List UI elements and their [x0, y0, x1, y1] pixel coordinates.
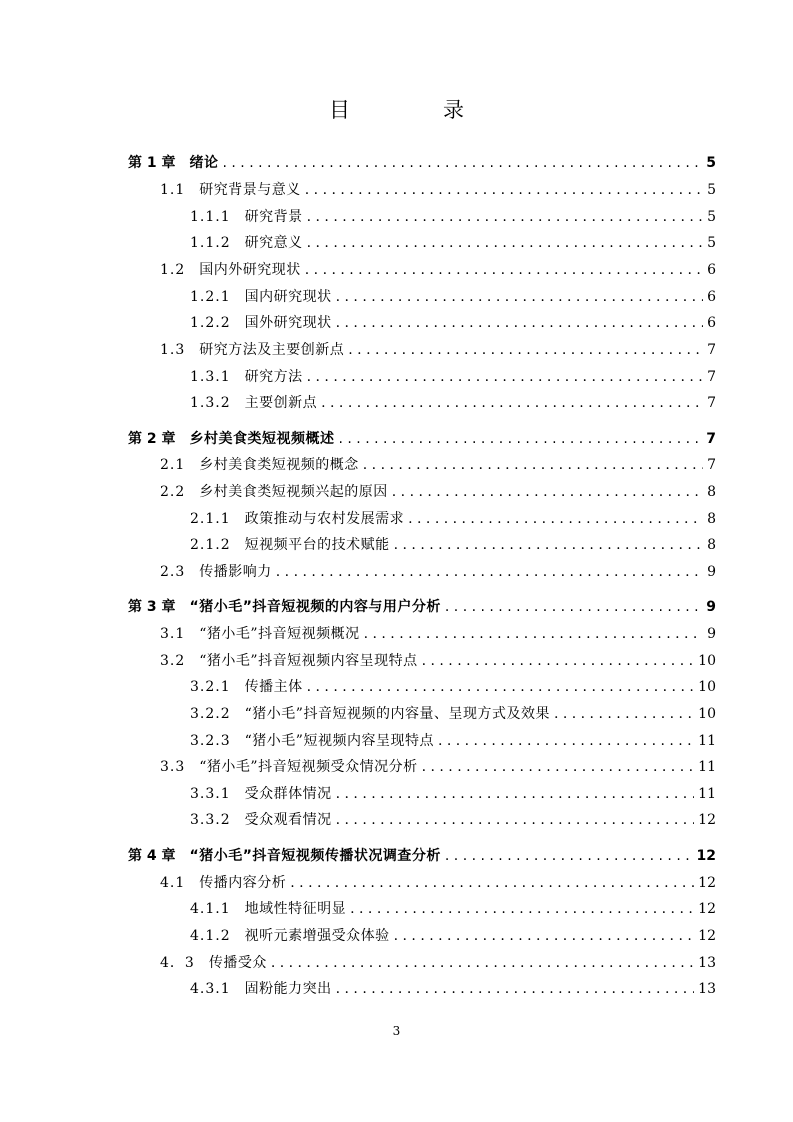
toc-entry-subsection[interactable] [190, 285, 716, 309]
toc-entry-subsection[interactable] [190, 782, 716, 806]
toc-entry-page: 7 [707, 395, 716, 411]
toc-entry-number: 2.1 [160, 457, 186, 473]
toc-entry-text: 主要创新点 [244, 395, 318, 411]
toc-entry-page: 12 [698, 928, 716, 944]
toc-entry-number: 4.1 [160, 875, 186, 891]
toc-leader-dots [336, 808, 695, 832]
toc-entry-text: 研究背景 [244, 209, 303, 225]
toc-entry-number: 2.1.2 [190, 537, 231, 553]
toc-entry-page: 12 [698, 901, 716, 917]
toc-entry-number: 1.1.1 [190, 209, 231, 225]
toc-entry-text: 研究背景与意义 [199, 182, 301, 198]
toc-leader-dots [305, 258, 703, 282]
toc-entry-text: “猪小毛”抖音短视频的内容与用户分析 [189, 599, 441, 615]
toc-leader-dots [438, 729, 694, 753]
toc-entry-section[interactable] [160, 622, 716, 646]
toc-entry-section[interactable] [160, 560, 716, 584]
toc-entry-number: 3.2.3 [190, 733, 231, 749]
toc-leader-dots [408, 507, 703, 531]
toc-leader-dots [394, 533, 703, 557]
toc-entry-subsection[interactable] [190, 391, 716, 415]
toc-entry-number: 3.1 [160, 626, 186, 642]
toc-entry-number: 3.2 [160, 653, 186, 669]
toc-entry-number: 3.2.1 [190, 679, 231, 695]
toc-leader-dots [350, 897, 694, 921]
toc-entry-number: 第 1 章 [128, 155, 176, 171]
toc-leader-dots [307, 205, 703, 229]
toc-entry-subsection[interactable] [190, 231, 716, 255]
toc-entry-page: 6 [707, 289, 716, 305]
toc-entry-number: 1.3 [160, 342, 186, 358]
toc-leader-dots [307, 675, 695, 699]
toc-entry-text: 乡村美食类短视频兴起的原因 [199, 484, 388, 500]
toc-entry-number: 第 2 章 [128, 431, 176, 447]
toc-entry-subsection[interactable] [190, 311, 716, 335]
toc-entry-text: 国外研究现状 [244, 315, 332, 331]
toc-entry-subsection[interactable] [190, 533, 716, 557]
toc-leader-dots [363, 453, 703, 477]
toc-entry-page: 9 [706, 599, 716, 615]
toc-entry-page: 11 [698, 786, 716, 802]
toc-entry-subsection[interactable] [190, 365, 716, 389]
toc-leader-dots [307, 231, 703, 255]
toc-leader-dots [336, 311, 703, 335]
toc-entry-section[interactable] [160, 258, 716, 282]
toc-entry-page: 7 [707, 369, 716, 385]
toc-entry-page: 13 [698, 981, 716, 997]
toc-entry-number: 4.1.2 [190, 928, 231, 944]
toc-entry-text: “猪小毛”抖音短视频内容呈现特点 [199, 653, 418, 669]
toc-entry-page: 5 [707, 209, 716, 225]
toc-entry-text: 受众群体情况 [244, 786, 332, 802]
toc-entry-text: 受众观看情况 [244, 812, 332, 828]
toc-entry-page: 10 [698, 706, 716, 722]
toc-entry-section[interactable] [160, 649, 716, 673]
toc-leader-dots [276, 560, 703, 584]
toc-entry-number: 1.2 [160, 262, 186, 278]
toc-entry-text: 研究方法 [244, 369, 303, 385]
toc-entry-text: 政策推动与农村发展需求 [244, 511, 405, 527]
toc-entry-page: 5 [707, 182, 716, 198]
toc-entry-text: “猪小毛”抖音短视频的内容量、呈现方式及效果 [244, 706, 550, 722]
toc-entry-number: 3.3.1 [190, 786, 231, 802]
toc-leader-dots [305, 178, 703, 202]
toc-entry-page: 11 [698, 733, 716, 749]
toc-leader-dots [348, 338, 703, 362]
toc-leader-dots [445, 844, 693, 868]
toc-leader-dots [321, 391, 703, 415]
toc-leader-dots [364, 622, 703, 646]
toc-leader-dots [271, 951, 694, 975]
toc-entry-section[interactable] [160, 178, 716, 202]
toc-entry-subsection[interactable] [190, 808, 716, 832]
toc-entry-page: 5 [706, 155, 716, 171]
toc-entry-page: 11 [698, 759, 716, 775]
toc-entry-number: 第 4 章 [128, 848, 176, 864]
toc-entry-page: 6 [707, 262, 716, 278]
toc-leader-dots [554, 702, 694, 726]
page-number: 3 [392, 1024, 401, 1038]
toc-entry-text: 研究意义 [244, 235, 303, 251]
toc-entry-number: 1.2.2 [190, 315, 231, 331]
toc-entry-page: 7 [707, 342, 716, 358]
toc-entry-page: 7 [706, 431, 716, 447]
toc-entry-chapter-2[interactable] [128, 427, 716, 451]
toc-entry-subsection[interactable] [190, 977, 716, 1001]
toc-entry-number: 4.3.1 [190, 981, 231, 997]
toc-entry-section[interactable] [160, 480, 716, 504]
toc-entry-page: 12 [698, 875, 716, 891]
toc-leader-dots [445, 595, 702, 619]
toc-entry-text: 国内外研究现状 [199, 262, 301, 278]
toc-entry-text: “猪小毛”抖音短视频受众情况分析 [199, 759, 418, 775]
toc-entry-page: 12 [698, 812, 716, 828]
toc-entry-subsection[interactable] [190, 205, 716, 229]
toc-entry-chapter-3[interactable] [128, 595, 716, 619]
toc-entry-text: “猪小毛”抖音短视频传播状况调查分析 [189, 848, 441, 864]
toc-entry-text: 研究方法及主要创新点 [199, 342, 345, 358]
toc-entry-number: 1.2.1 [190, 289, 231, 305]
toc-entry-section[interactable] [160, 453, 716, 477]
toc-entry-section[interactable] [160, 338, 716, 362]
toc-entry-number: 3.3.2 [190, 812, 231, 828]
toc-entry-page: 10 [698, 653, 716, 669]
toc-entry-page: 7 [707, 457, 716, 473]
toc-entry-text: 视听元素增强受众体验 [244, 928, 390, 944]
toc-entry-text: 传播主体 [244, 679, 303, 695]
toc-entry-text: “猪小毛”短视频内容呈现特点 [244, 733, 434, 749]
toc-entry-chapter-4[interactable] [128, 844, 716, 868]
toc-entry-page: 10 [698, 679, 716, 695]
toc-entry-text: 传播影响力 [199, 564, 272, 580]
toc-entry-page: 6 [707, 315, 716, 331]
toc-entry-number: 3.3 [160, 759, 186, 775]
toc-entry-number: 2.3 [160, 564, 186, 580]
toc-entry-section[interactable] [160, 755, 716, 779]
toc-leader-dots [336, 782, 695, 806]
toc-leader-dots [336, 977, 695, 1001]
toc-entry-chapter-1[interactable] [128, 151, 716, 175]
toc-entry-number: 1.1.2 [190, 235, 231, 251]
toc-entry-text: 固粉能力突出 [244, 981, 332, 997]
toc-entry-text: 乡村美食类短视频的概念 [199, 457, 359, 473]
toc-entry-section[interactable] [160, 871, 716, 895]
toc-entry-number: 2.2 [160, 484, 186, 500]
toc-title: 目 录 [329, 98, 500, 122]
toc-entry-section[interactable] [160, 951, 716, 975]
toc-leader-dots [422, 649, 695, 673]
toc-entry-number: 4．3 [160, 955, 195, 971]
toc-leader-dots [339, 427, 703, 451]
toc-entry-subsection[interactable] [190, 702, 716, 726]
toc-entry-subsection[interactable] [190, 924, 716, 948]
toc-entry-page: 12 [696, 848, 716, 864]
toc-leader-dots [394, 924, 695, 948]
toc-entry-text: “猪小毛”抖音短视频概况 [199, 626, 360, 642]
toc-entry-number: 1.3.2 [190, 395, 231, 411]
toc-entry-text: 短视频平台的技术赋能 [244, 537, 390, 553]
toc-entry-number: 第 3 章 [128, 599, 176, 615]
toc-entry-text: 传播内容分析 [199, 875, 287, 891]
toc-leader-dots [223, 151, 703, 175]
toc-entry-number: 4.1.1 [190, 901, 231, 917]
toc-entry-text: 乡村美食类短视频概述 [189, 431, 335, 447]
toc-entry-page: 9 [707, 564, 716, 580]
toc-entry-page: 8 [707, 537, 716, 553]
toc-entry-subsection[interactable] [190, 897, 716, 921]
toc-leader-dots [336, 285, 703, 309]
toc-entry-number: 1.1 [160, 182, 186, 198]
toc-entry-number: 2.1.1 [190, 511, 231, 527]
toc-entry-text: 传播受众 [208, 955, 267, 971]
toc-entry-number: 3.2.2 [190, 706, 231, 722]
toc-entry-subsection[interactable] [190, 507, 716, 531]
toc-entry-subsection[interactable] [190, 675, 716, 699]
toc-entry-page: 8 [707, 511, 716, 527]
toc-entry-subsection[interactable] [190, 729, 716, 753]
toc-entry-text: 国内研究现状 [244, 289, 332, 305]
toc-entry-page: 5 [707, 235, 716, 251]
toc-entry-page: 9 [707, 626, 716, 642]
toc-entry-text: 绪论 [189, 155, 219, 171]
toc-entry-number: 1.3.1 [190, 369, 231, 385]
toc-leader-dots [307, 365, 703, 389]
toc-leader-dots [392, 480, 703, 504]
toc-leader-dots [422, 755, 695, 779]
toc-leader-dots [290, 871, 694, 895]
toc-entry-page: 8 [707, 484, 716, 500]
toc-entry-page: 13 [698, 955, 716, 971]
toc-entry-text: 地域性特征明显 [244, 901, 347, 917]
